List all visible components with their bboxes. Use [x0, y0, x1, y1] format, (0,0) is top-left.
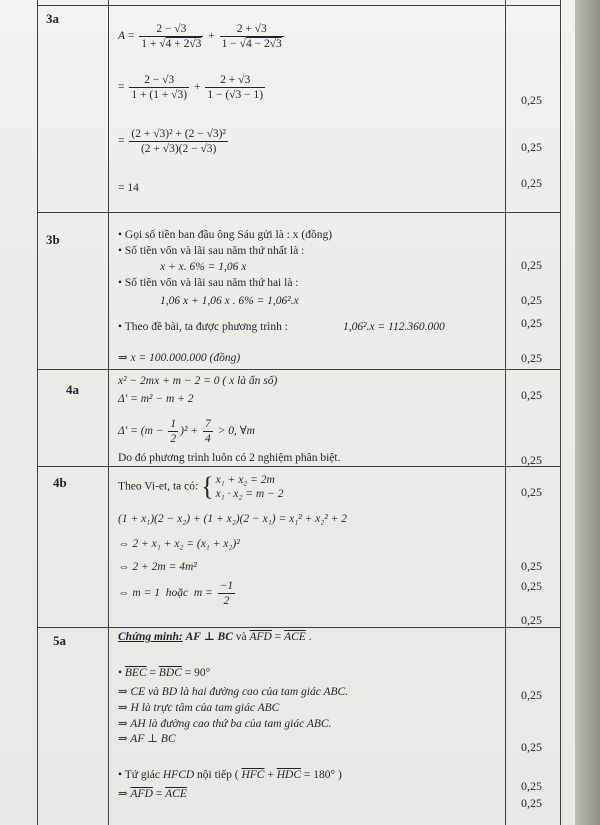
vieta-product: x₁ · x₂ = m − 2: [215, 488, 284, 500]
eq-4b-line5: ⇔ m = 1 hoặc m = $\frac{-1}{2}$: [118, 580, 234, 607]
row-label-4b: 4b: [53, 475, 67, 490]
vieta-sum: x₁ + x₂ = 2m: [215, 474, 275, 486]
eq-3b-line5: 1,06 x + 1,06 x . 6% = 1,06².x: [160, 295, 299, 307]
brace-glyph: {: [201, 472, 214, 501]
points-4b-2: 0,25: [521, 559, 542, 573]
row-label-3a: 3a: [46, 11, 59, 26]
row-divider: [37, 627, 560, 628]
eq-4b-line4: ⇔ 2 + 2m = 4m²: [118, 561, 197, 573]
text-5a-line8: ⇒ $\overline{AFD} = \overline{ACE}$: [118, 788, 187, 800]
vieta-system: [216, 473, 284, 501]
text-5a-line2: • $\overline{BEC} = \overline{BDC} = 90^\circ$: [118, 667, 211, 679]
eq-3b-line7: 1,06².x = 112.360.000: [343, 321, 445, 333]
row-divider: [37, 212, 560, 213]
points-3b-4: 0,25: [521, 351, 542, 365]
eq-4a-line3: Δ' = (m − $\frac{1}{2}$ )² + $\frac{7}{4}$ > 0, ∀m: [118, 418, 255, 445]
page-edge-shadow: [575, 0, 600, 825]
points-4b-3: 0,25: [521, 579, 542, 593]
points-3a-3: 0,25: [521, 176, 542, 190]
row-label-3b: 3b: [46, 232, 60, 247]
table-divider-points: [505, 0, 506, 825]
row-divider: [37, 466, 560, 467]
eq-3b-line8: ⇒ x = 100.000.000 (đồng): [118, 352, 241, 364]
row-divider: [37, 369, 560, 370]
eq-4b-line2: (1 + x₁)(2 − x₂) + (1 + x₂)(2 − x₁) = x₁² + x₂² + 2: [118, 513, 347, 525]
eq-3a-line1: A = $\frac{2 - √3}{1 + √4 + 2√3}$ + $\frac{2 + √3}{1 - √4 - 2√3}$: [118, 23, 282, 50]
points-3b-3: 0,25: [521, 316, 542, 330]
points-5a-3: 0,25: [521, 779, 542, 793]
eq-4b-line3: ⇔ 2 + x₁ + x₂ = (x₁ + x₂)²: [118, 538, 240, 550]
points-4a-1: 0,25: [521, 388, 542, 402]
points-3a-2: 0,25: [521, 140, 542, 154]
eq-4b-line1: [118, 473, 283, 501]
text-5a-line3: ⇒ CE và BD là hai đường cao của tam giác ABC.: [118, 686, 349, 698]
text-3b-line6: • Theo đề bài, ta được phương trình :: [118, 321, 288, 333]
text-5a-line1: Chứng minh: AF ⊥ BC và $\overline{AFD} = \overline{ACE}$ .: [118, 631, 312, 643]
text-3b-line1: • Gọi số tiền ban đầu ông Sáu gửi là : x (đồng): [118, 229, 333, 241]
row-label-4a: 4a: [66, 382, 79, 397]
eq-4a-line1: x² − 2mx + m − 2 = 0 ( x là ẩn số): [118, 375, 278, 387]
row-label-5a: 5a: [53, 633, 66, 648]
points-3a-1: 0,25: [521, 93, 542, 107]
table-border-right: [560, 0, 561, 825]
row-divider: [37, 5, 560, 6]
eq-3a-line4: = 14: [118, 182, 139, 194]
points-3b-1: 0,25: [521, 258, 542, 272]
eq-3b-line3: x + x. 6% = 1,06 x: [160, 261, 247, 273]
text-5a-line4: ⇒ H là trực tâm của tam giác ABC: [118, 702, 280, 714]
table-divider-label: [108, 0, 109, 825]
points-3b-2: 0,25: [521, 293, 542, 307]
points-4a-2: 0,25: [521, 453, 542, 467]
points-5a-1: 0,25: [521, 688, 542, 702]
table-border-left: [37, 0, 38, 825]
points-5a-4: 0,25: [521, 796, 542, 810]
points-5a-2: 0,25: [521, 740, 542, 754]
eq-3a-line2: = $\frac{2 - √3}{1 + (1 + √3)}$ + $\frac{2 + √3}{1 - (√3 - 1)}$: [118, 74, 264, 101]
points-4b-1: 0,25: [521, 485, 542, 499]
vieta-intro: Theo Vi-et, ta có:: [118, 480, 199, 493]
text-5a-line7: • Tứ giác HFCD nội tiếp ( $\overline{HFC} + \overline{HDC} = 180^\circ$ ): [118, 769, 342, 781]
eq-4a-line2: Δ' = m² − m + 2: [118, 393, 194, 405]
text-5a-line5: ⇒ AH là đường cao thứ ba của tam giác ABC.: [118, 718, 332, 730]
text-4a-line4: Do đó phương trình luôn có 2 nghiệm phân biệt.: [118, 452, 341, 464]
text-3b-line4: • Số tiền vốn và lãi sau năm thứ hai là :: [118, 277, 299, 289]
eq-3a-line3: = $\frac{\text{(2 + √3)² + (2 − √3)²}}{(2 + √3)(2 - √3)}$: [118, 128, 226, 155]
points-4b-4: 0,25: [521, 613, 542, 627]
text-5a-line6: ⇒ AF ⊥ BC: [118, 733, 176, 745]
text-3b-line2: • Số tiền vốn và lãi sau năm thứ nhất là :: [118, 245, 305, 257]
